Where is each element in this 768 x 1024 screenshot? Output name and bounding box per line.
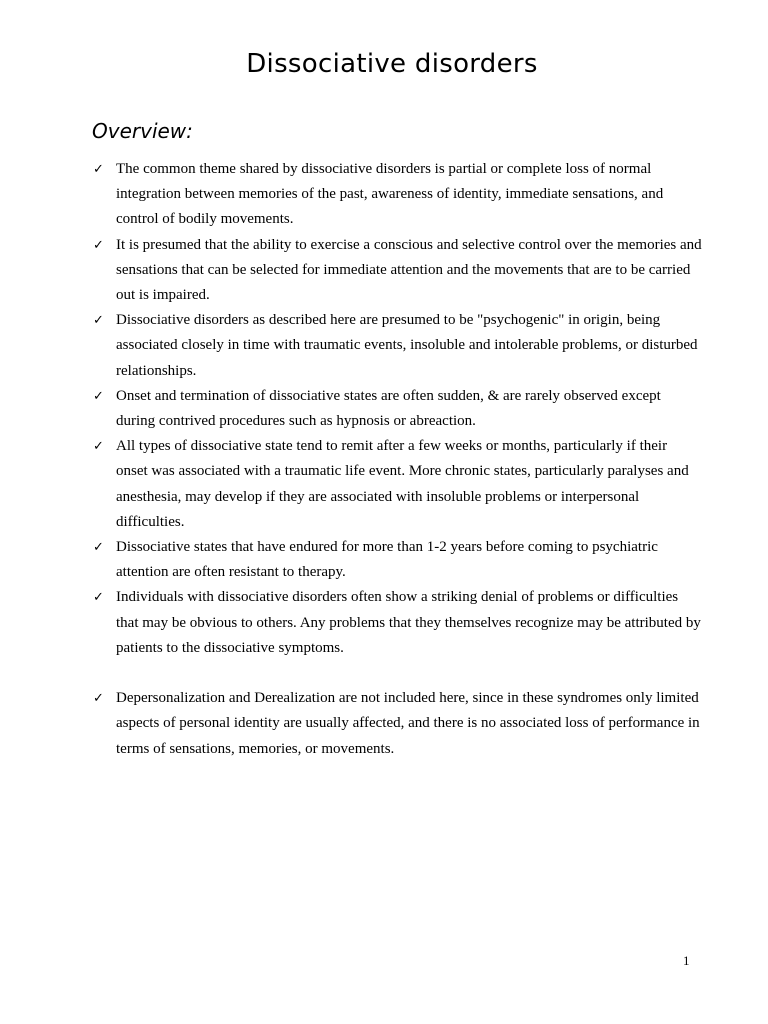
list-item [92, 434, 702, 535]
list-item [92, 157, 702, 233]
list-item-text: Individuals with dissociative disorders often show a striking denial of problems or difficulties that may be obvious to others. Any problems that they themselves recognize may be attributed by patients to the dissociative symptoms. [116, 589, 701, 656]
section-heading-overview: Overview: [92, 119, 193, 143]
check-mark-icon: ✓ [93, 590, 104, 606]
list-item [92, 535, 702, 585]
list-item [92, 233, 702, 309]
list-item [92, 308, 702, 384]
list-item [92, 585, 702, 661]
document-title: Dissociative disorders [246, 49, 538, 79]
list-item [92, 686, 702, 762]
list-item-text: It is presumed that the ability to exercise a conscious and selective control over the memories and sensations that can be selected for immediate attention and the movements that are to be carried out is impaired. [116, 236, 702, 304]
check-mark-icon: ✓ [93, 388, 104, 404]
list-item-text: Dissociative disorders as described here are presumed to be "psychogenic" in origin, being associated closely in time with traumatic events, insoluble and intolerable problems, or disturbed relationships. [116, 312, 698, 379]
list-item-text: Dissociative states that have endured for more than 1-2 years before coming to psychiatric attention are often resistant to therapy. [116, 539, 658, 581]
list-item-text: All types of dissociative state tend to remit after a few weeks or months, particularly if their onset was associated with a traumatic life event. More chronic states, particularly paralyses and anesthesia, may develop if they are associated with insoluble problems or interpersonal difficulties. [116, 438, 689, 530]
check-mark-icon: ✓ [93, 313, 104, 329]
check-mark-icon: ✓ [93, 237, 104, 253]
check-mark-icon: ✓ [93, 540, 104, 556]
list-item-text: Onset and termination of dissociative states are often sudden, & are rarely observed except during contrived procedures such as hypnosis or abreaction. [116, 387, 661, 430]
bullet-list [92, 157, 702, 762]
check-mark-icon: ✓ [93, 691, 104, 707]
list-item-text: Depersonalization and Derealization are not included here, since in these syndromes only limited aspects of personal identity are usually affected, and there is no associated loss of performance in terms of sensations, memories, or movements. [116, 690, 700, 757]
list-item [92, 384, 702, 434]
page-number: 1 [683, 953, 690, 968]
check-mark-icon: ✓ [93, 439, 104, 455]
check-mark-icon: ✓ [93, 162, 104, 177]
list-item-text: The common theme shared by dissociative disorders is partial or complete loss of normal integration between memories of the past, awareness of identity, immediate sensations, and control of bodily movements. [116, 161, 664, 228]
